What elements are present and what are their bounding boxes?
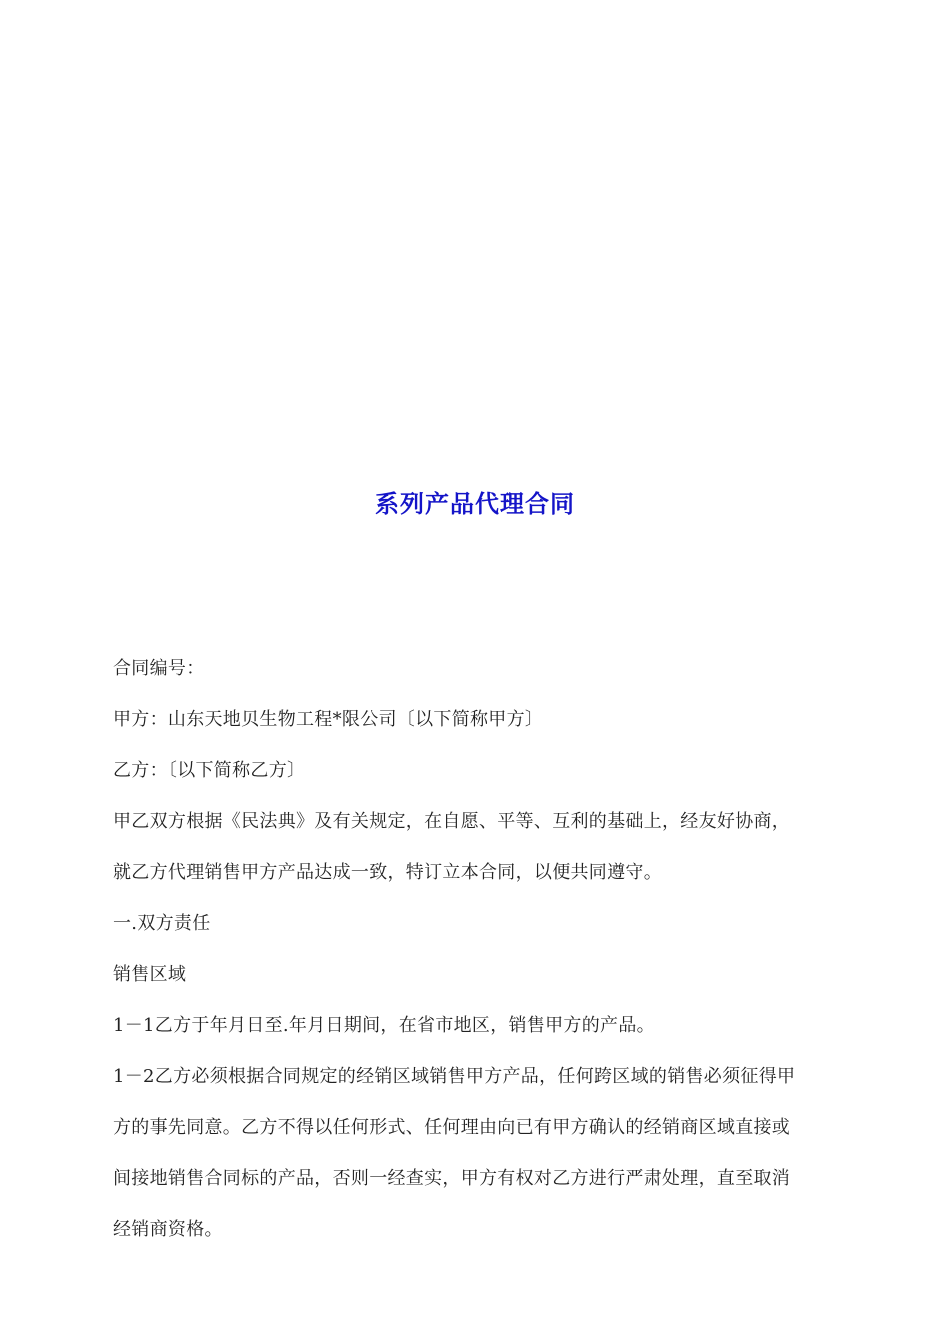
section-heading: 一.双方责任 [113, 913, 211, 934]
document-title: 系列产品代理合同 [375, 490, 575, 518]
clause-1-2-line-3: 间接地销售合同标的产品，否则一经查实，甲方有权对乙方进行严肃处理，直至取消 [113, 1168, 791, 1189]
clause-1-1: 1－1乙方于年月日至.年月日期间，在省市地区，销售甲方的产品。 [113, 1015, 655, 1036]
document-body [113, 653, 843, 1265]
party-a-line: 甲方：山东天地贝生物工程*限公司〔以下简称甲方〕 [113, 709, 544, 730]
preamble-line-1: 甲乙双方根据《民法典》及有关规定，在自愿、平等、互利的基础上，经友好协商， [113, 811, 791, 832]
contract-number-line: 合同编号： [113, 658, 205, 679]
clause-1-2-line-4: 经销商资格。 [113, 1219, 223, 1240]
party-b-line: 乙方：〔以下简称乙方〕 [113, 760, 306, 781]
clause-1-2-line-1: 1－2乙方必须根据合同规定的经销区域销售甲方产品，任何跨区域的销售必须征得甲 [113, 1066, 796, 1087]
preamble-line-2: 就乙方代理销售甲方产品达成一致，特订立本合同，以便共同遵守。 [113, 862, 662, 883]
subsection-heading: 销售区域 [113, 964, 187, 985]
clause-1-2-line-2: 方的事先同意。乙方不得以任何形式、任何理由向已有甲方确认的经销商区域直接或 [113, 1117, 791, 1138]
